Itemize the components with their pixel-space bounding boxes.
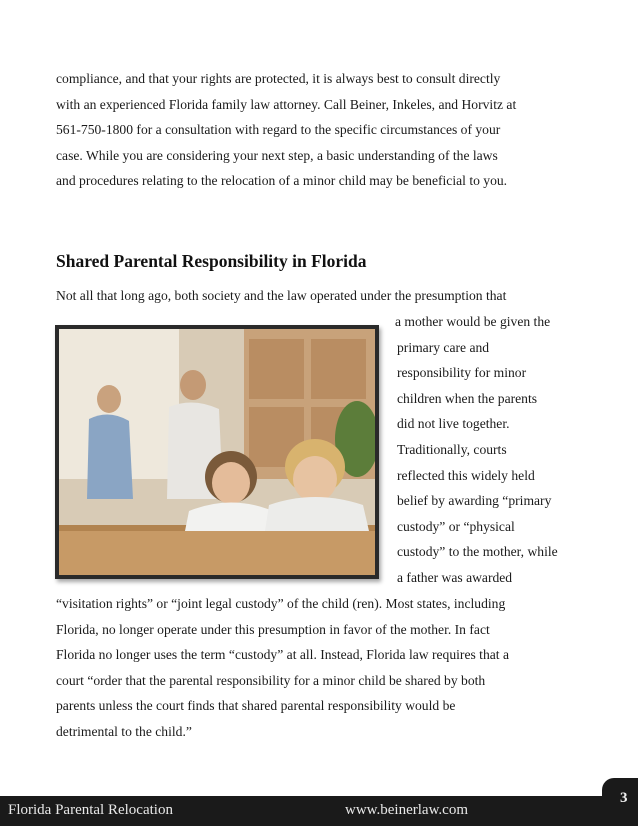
- footer-title: Florida Parental Relocation: [8, 802, 173, 818]
- text-line: 561-750-1800 for a consultation with regard to the specific circumstances of your: [56, 122, 501, 138]
- page-number: 3: [620, 790, 628, 806]
- text-line: and procedures relating to the relocation of a minor child may be beneficial to you.: [56, 173, 508, 189]
- footer-website: www.beinerlaw.com: [345, 802, 469, 818]
- text-line: compliance, and that your rights are protected, it is always best to consult directly: [56, 71, 501, 86]
- text-line: primary care and: [397, 339, 490, 355]
- text-line: a mother would be given the: [395, 314, 551, 329]
- bottom-paragraph: [56, 591, 601, 745]
- section-first-line: [56, 283, 596, 309]
- intro-paragraph: [56, 66, 596, 194]
- section-heading: Shared Parental Responsibility in Florida: [56, 251, 367, 271]
- family-photo-illustration: [59, 329, 375, 575]
- text-line: with an experienced Florida family law attorney. Call Beiner, Inkeles, and Horvitz at: [56, 96, 517, 112]
- text-line: Florida, no longer operate under this presumption in favor of the mother. In fact: [56, 621, 490, 637]
- text-line: custody” to the mother, while: [397, 544, 558, 560]
- family-photo: [55, 325, 379, 579]
- text-line: Traditionally, courts: [397, 441, 507, 457]
- text-line: detrimental to the child.”: [56, 723, 192, 739]
- text-line: reflected this widely held: [397, 467, 535, 483]
- text-line: Not all that long ago, both society and the law operated under the presumption that: [56, 288, 507, 303]
- text-line: parents unless the court finds that shared parental responsibility would be: [56, 698, 456, 714]
- text-line: children when the parents: [397, 390, 538, 406]
- text-line: Florida no longer uses the term “custody” at all. Instead, Florida law requires that a: [56, 647, 509, 663]
- text-line: responsibility for minor: [397, 365, 527, 381]
- side-paragraph: [397, 309, 597, 591]
- text-line: belief by awarding “primary: [397, 493, 552, 509]
- text-line: court “order that the parental responsibility for a minor child be shared by both: [56, 672, 486, 688]
- text-line: custody” or “physical: [397, 518, 515, 534]
- text-line: case. While you are considering your next step, a basic understanding of the laws: [56, 147, 498, 163]
- text-line: a father was awarded: [397, 569, 513, 585]
- text-line: did not live together.: [397, 416, 510, 432]
- text-line: “visitation rights” or “joint legal custody” of the child (ren). Most states, including: [56, 596, 506, 611]
- footer-bar: [0, 796, 638, 826]
